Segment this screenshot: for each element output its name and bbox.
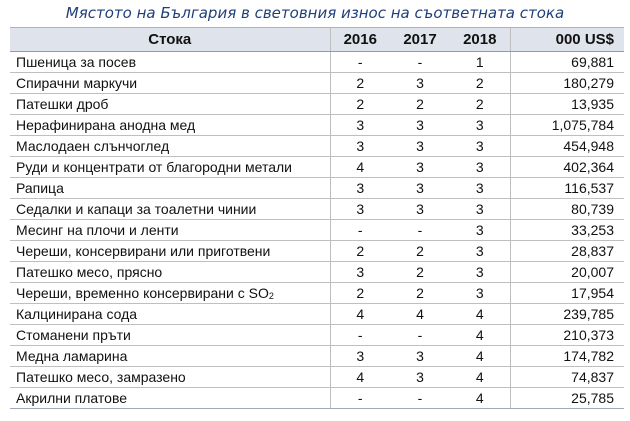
rank-2017-text: 3 xyxy=(416,75,424,91)
rank-2016-cell xyxy=(330,367,390,388)
rank-2017-text: - xyxy=(417,222,423,238)
export-value-cell xyxy=(510,220,624,241)
product-name-text: Медна ламарина xyxy=(16,348,128,364)
rank-2018-cell xyxy=(450,367,510,388)
rank-2016-text: 4 xyxy=(356,159,365,175)
export-value-text: 17,954 xyxy=(571,285,614,301)
export-value-cell xyxy=(510,94,624,115)
table-row xyxy=(10,325,624,346)
rank-2018-cell xyxy=(450,199,510,220)
header-row xyxy=(10,28,624,52)
rank-2017-text: 3 xyxy=(416,117,424,133)
rank-2016-text: 4 xyxy=(356,306,365,322)
rank-2016-text: 3 xyxy=(356,264,365,280)
product-name-cell xyxy=(10,115,330,136)
rank-2018-cell xyxy=(450,157,510,178)
rank-2017-text: 2 xyxy=(416,264,424,280)
product-name-cell xyxy=(10,178,330,199)
rank-2016-text: 3 xyxy=(356,138,365,154)
rank-2017-text: 3 xyxy=(416,138,424,154)
header-value: 000 US$ xyxy=(510,28,624,52)
rank-2017-text: 3 xyxy=(416,348,424,364)
product-name-text: Месинг на плочи и ленти xyxy=(16,222,179,238)
rank-2017-cell xyxy=(390,136,450,157)
product-name-text: Патешки дроб xyxy=(16,96,109,112)
product-name-cell xyxy=(10,220,330,241)
product-name-cell xyxy=(10,262,330,283)
rank-2016-text: 3 xyxy=(356,201,365,217)
rank-2017-cell xyxy=(390,283,450,304)
rank-2016-text: 4 xyxy=(356,369,365,385)
rank-2016-cell xyxy=(330,283,390,304)
rank-2017-text: 4 xyxy=(416,306,424,322)
export-value-cell xyxy=(510,178,624,199)
rank-2017-text: 3 xyxy=(416,159,424,175)
rank-2018-cell xyxy=(450,178,510,199)
rank-2017-cell xyxy=(390,262,450,283)
rank-2017-cell xyxy=(390,220,450,241)
rank-2018-text: 4 xyxy=(475,369,484,385)
product-name-text: Череши, временно консервирани с SO xyxy=(16,285,269,301)
rank-2018-text: 3 xyxy=(475,243,484,259)
rank-2017-cell xyxy=(390,199,450,220)
rank-2018-cell xyxy=(450,304,510,325)
product-name-cell xyxy=(10,52,330,73)
rank-2017-text: - xyxy=(417,327,423,343)
export-value-cell xyxy=(510,346,624,367)
export-value-cell xyxy=(510,325,624,346)
export-ranking-table xyxy=(10,27,624,409)
export-value-text: 239,785 xyxy=(563,306,614,322)
export-value-text: 402,364 xyxy=(563,159,614,175)
rank-2018-text: 3 xyxy=(475,201,484,217)
rank-2018-cell xyxy=(450,283,510,304)
rank-2018-text: 3 xyxy=(475,285,484,301)
rank-2017-text: 3 xyxy=(416,180,424,196)
table-row xyxy=(10,304,624,325)
export-value-cell xyxy=(510,136,624,157)
product-name-cell xyxy=(10,283,330,304)
product-name-cell xyxy=(10,241,330,262)
export-value-text: 174,782 xyxy=(563,348,614,364)
rank-2017-cell xyxy=(390,388,450,409)
export-value-text: 20,007 xyxy=(571,264,614,280)
export-value-cell xyxy=(510,115,624,136)
product-name-text: Руди и концентрати от благородни метали xyxy=(16,159,293,175)
rank-2016-cell xyxy=(330,115,390,136)
export-value-cell xyxy=(510,73,624,94)
export-value-text: 13,935 xyxy=(571,96,614,112)
rank-2018-cell xyxy=(450,241,510,262)
table-body xyxy=(10,52,624,409)
export-value-text: 28,837 xyxy=(571,243,614,259)
product-name-cell xyxy=(10,388,330,409)
table-row xyxy=(10,136,624,157)
rank-2018-text: 2 xyxy=(475,96,484,112)
table-row xyxy=(10,241,624,262)
rank-2018-cell xyxy=(450,94,510,115)
product-name-cell xyxy=(10,199,330,220)
rank-2016-cell xyxy=(330,241,390,262)
rank-2016-cell xyxy=(330,346,390,367)
rank-2017-cell xyxy=(390,157,450,178)
product-name-cell xyxy=(10,367,330,388)
product-name-cell xyxy=(10,73,330,94)
rank-2017-text: 2 xyxy=(416,243,424,259)
rank-2017-cell xyxy=(390,325,450,346)
rank-2016-cell xyxy=(330,94,390,115)
rank-2017-cell xyxy=(390,94,450,115)
rank-2018-text: 2 xyxy=(475,75,484,91)
table-row xyxy=(10,367,624,388)
rank-2017-text: - xyxy=(417,54,423,70)
export-value-cell xyxy=(510,241,624,262)
rank-2017-text: - xyxy=(417,390,423,406)
header-2016: 2016 xyxy=(330,28,390,52)
export-value-cell xyxy=(510,262,624,283)
export-value-text: 180,279 xyxy=(563,75,614,91)
product-name-text: Пшеница за посев xyxy=(16,54,137,70)
rank-2016-cell xyxy=(330,325,390,346)
rank-2016-cell xyxy=(330,73,390,94)
export-value-text: 454,948 xyxy=(563,138,614,154)
export-value-text: 69,881 xyxy=(571,54,614,70)
rank-2018-text: 3 xyxy=(475,264,484,280)
rank-2016-text: 3 xyxy=(356,180,365,196)
rank-2017-cell xyxy=(390,115,450,136)
rank-2016-cell xyxy=(330,52,390,73)
export-value-cell xyxy=(510,157,624,178)
rank-2017-text: 2 xyxy=(416,285,424,301)
table-row xyxy=(10,52,624,73)
rank-2018-text: 4 xyxy=(475,306,484,322)
product-name-cell xyxy=(10,94,330,115)
table-row xyxy=(10,94,624,115)
rank-2017-cell xyxy=(390,304,450,325)
rank-2018-cell xyxy=(450,115,510,136)
export-value-text: 74,837 xyxy=(571,369,614,385)
product-name-text: Стоманени пръти xyxy=(16,327,131,343)
rank-2017-cell xyxy=(390,178,450,199)
rank-2016-text: - xyxy=(357,222,363,238)
rank-2018-cell xyxy=(450,346,510,367)
table-row xyxy=(10,157,624,178)
rank-2018-text: 4 xyxy=(475,390,484,406)
product-name-text: Патешко месо, прясно xyxy=(16,264,163,280)
rank-2018-text: 4 xyxy=(475,327,484,343)
rank-2016-cell xyxy=(330,304,390,325)
export-value-text: 25,785 xyxy=(571,390,614,406)
rank-2016-text: 2 xyxy=(356,243,365,259)
table-row xyxy=(10,283,624,304)
product-name-text: Маслодаен слънчоглед xyxy=(16,138,170,154)
export-value-cell xyxy=(510,283,624,304)
rank-2018-cell xyxy=(450,262,510,283)
product-name-text: Седалки и капаци за тоалетни чинии xyxy=(16,201,257,217)
product-name-cell xyxy=(10,346,330,367)
table-row xyxy=(10,346,624,367)
rank-2016-cell xyxy=(330,178,390,199)
header-product: Стока xyxy=(10,28,330,52)
rank-2017-text: 3 xyxy=(416,369,424,385)
header-2018: 2018 xyxy=(450,28,510,52)
export-value-cell xyxy=(510,388,624,409)
rank-2018-text: 4 xyxy=(475,348,484,364)
rank-2016-text: 3 xyxy=(356,117,365,133)
rank-2016-cell xyxy=(330,220,390,241)
table-row xyxy=(10,220,624,241)
table-row xyxy=(10,115,624,136)
rank-2016-text: - xyxy=(357,327,363,343)
product-name-cell xyxy=(10,325,330,346)
rank-2018-cell xyxy=(450,388,510,409)
rank-2017-cell xyxy=(390,241,450,262)
product-name-text: Патешко месо, замразено xyxy=(16,369,186,385)
rank-2017-cell xyxy=(390,367,450,388)
table-row xyxy=(10,388,624,409)
export-value-text: 210,373 xyxy=(563,327,614,343)
product-name-text: Спирачни маркучи xyxy=(16,75,138,91)
rank-2016-text: - xyxy=(357,390,363,406)
rank-2018-text: 3 xyxy=(475,138,484,154)
rank-2016-text: - xyxy=(357,54,363,70)
product-name-text: Череши, консервирани или приготвени xyxy=(16,243,271,259)
rank-2016-cell xyxy=(330,157,390,178)
rank-2016-cell xyxy=(330,388,390,409)
export-value-text: 1,075,784 xyxy=(551,117,614,133)
table-title: Мястото на България в световния износ на съответната стока xyxy=(65,4,565,22)
rank-2018-text: 3 xyxy=(475,159,484,175)
export-value-cell xyxy=(510,199,624,220)
table-row xyxy=(10,178,624,199)
rank-2017-text: 3 xyxy=(416,201,424,217)
chemical-subscript: 2 xyxy=(268,291,274,301)
rank-2018-cell xyxy=(450,136,510,157)
rank-2016-text: 2 xyxy=(356,285,365,301)
rank-2016-cell xyxy=(330,136,390,157)
export-value-cell xyxy=(510,52,624,73)
rank-2016-text: 2 xyxy=(356,75,365,91)
rank-2018-text: 3 xyxy=(475,222,484,238)
rank-2016-cell xyxy=(330,262,390,283)
export-value-text: 33,253 xyxy=(571,222,614,238)
table-row xyxy=(10,73,624,94)
export-value-text: 80,739 xyxy=(571,201,614,217)
product-name-cell xyxy=(10,136,330,157)
rank-2018-text: 1 xyxy=(475,54,484,70)
product-name-text: Акрилни платове xyxy=(16,390,128,406)
product-name-text: Рапица xyxy=(16,180,64,196)
table-row xyxy=(10,262,624,283)
rank-2018-cell xyxy=(450,220,510,241)
rank-2017-cell xyxy=(390,52,450,73)
rank-2018-cell xyxy=(450,325,510,346)
rank-2018-cell xyxy=(450,52,510,73)
rank-2017-text: 2 xyxy=(416,96,424,112)
product-name-cell xyxy=(10,157,330,178)
rank-2017-cell xyxy=(390,73,450,94)
product-name-text: Нерафинирана анодна мед xyxy=(16,117,196,133)
product-name-cell xyxy=(10,304,330,325)
table-row xyxy=(10,199,624,220)
rank-2016-text: 2 xyxy=(356,96,365,112)
rank-2016-cell xyxy=(330,199,390,220)
rank-2018-cell xyxy=(450,73,510,94)
export-value-cell xyxy=(510,367,624,388)
header-2017: 2017 xyxy=(390,28,450,52)
product-name-text: Калцинирана сода xyxy=(16,306,138,322)
export-value-text: 116,537 xyxy=(564,180,614,196)
rank-2016-text: 3 xyxy=(356,348,365,364)
rank-2018-text: 3 xyxy=(475,117,484,133)
export-value-cell xyxy=(510,304,624,325)
rank-2017-cell xyxy=(390,346,450,367)
rank-2018-text: 3 xyxy=(475,180,484,196)
